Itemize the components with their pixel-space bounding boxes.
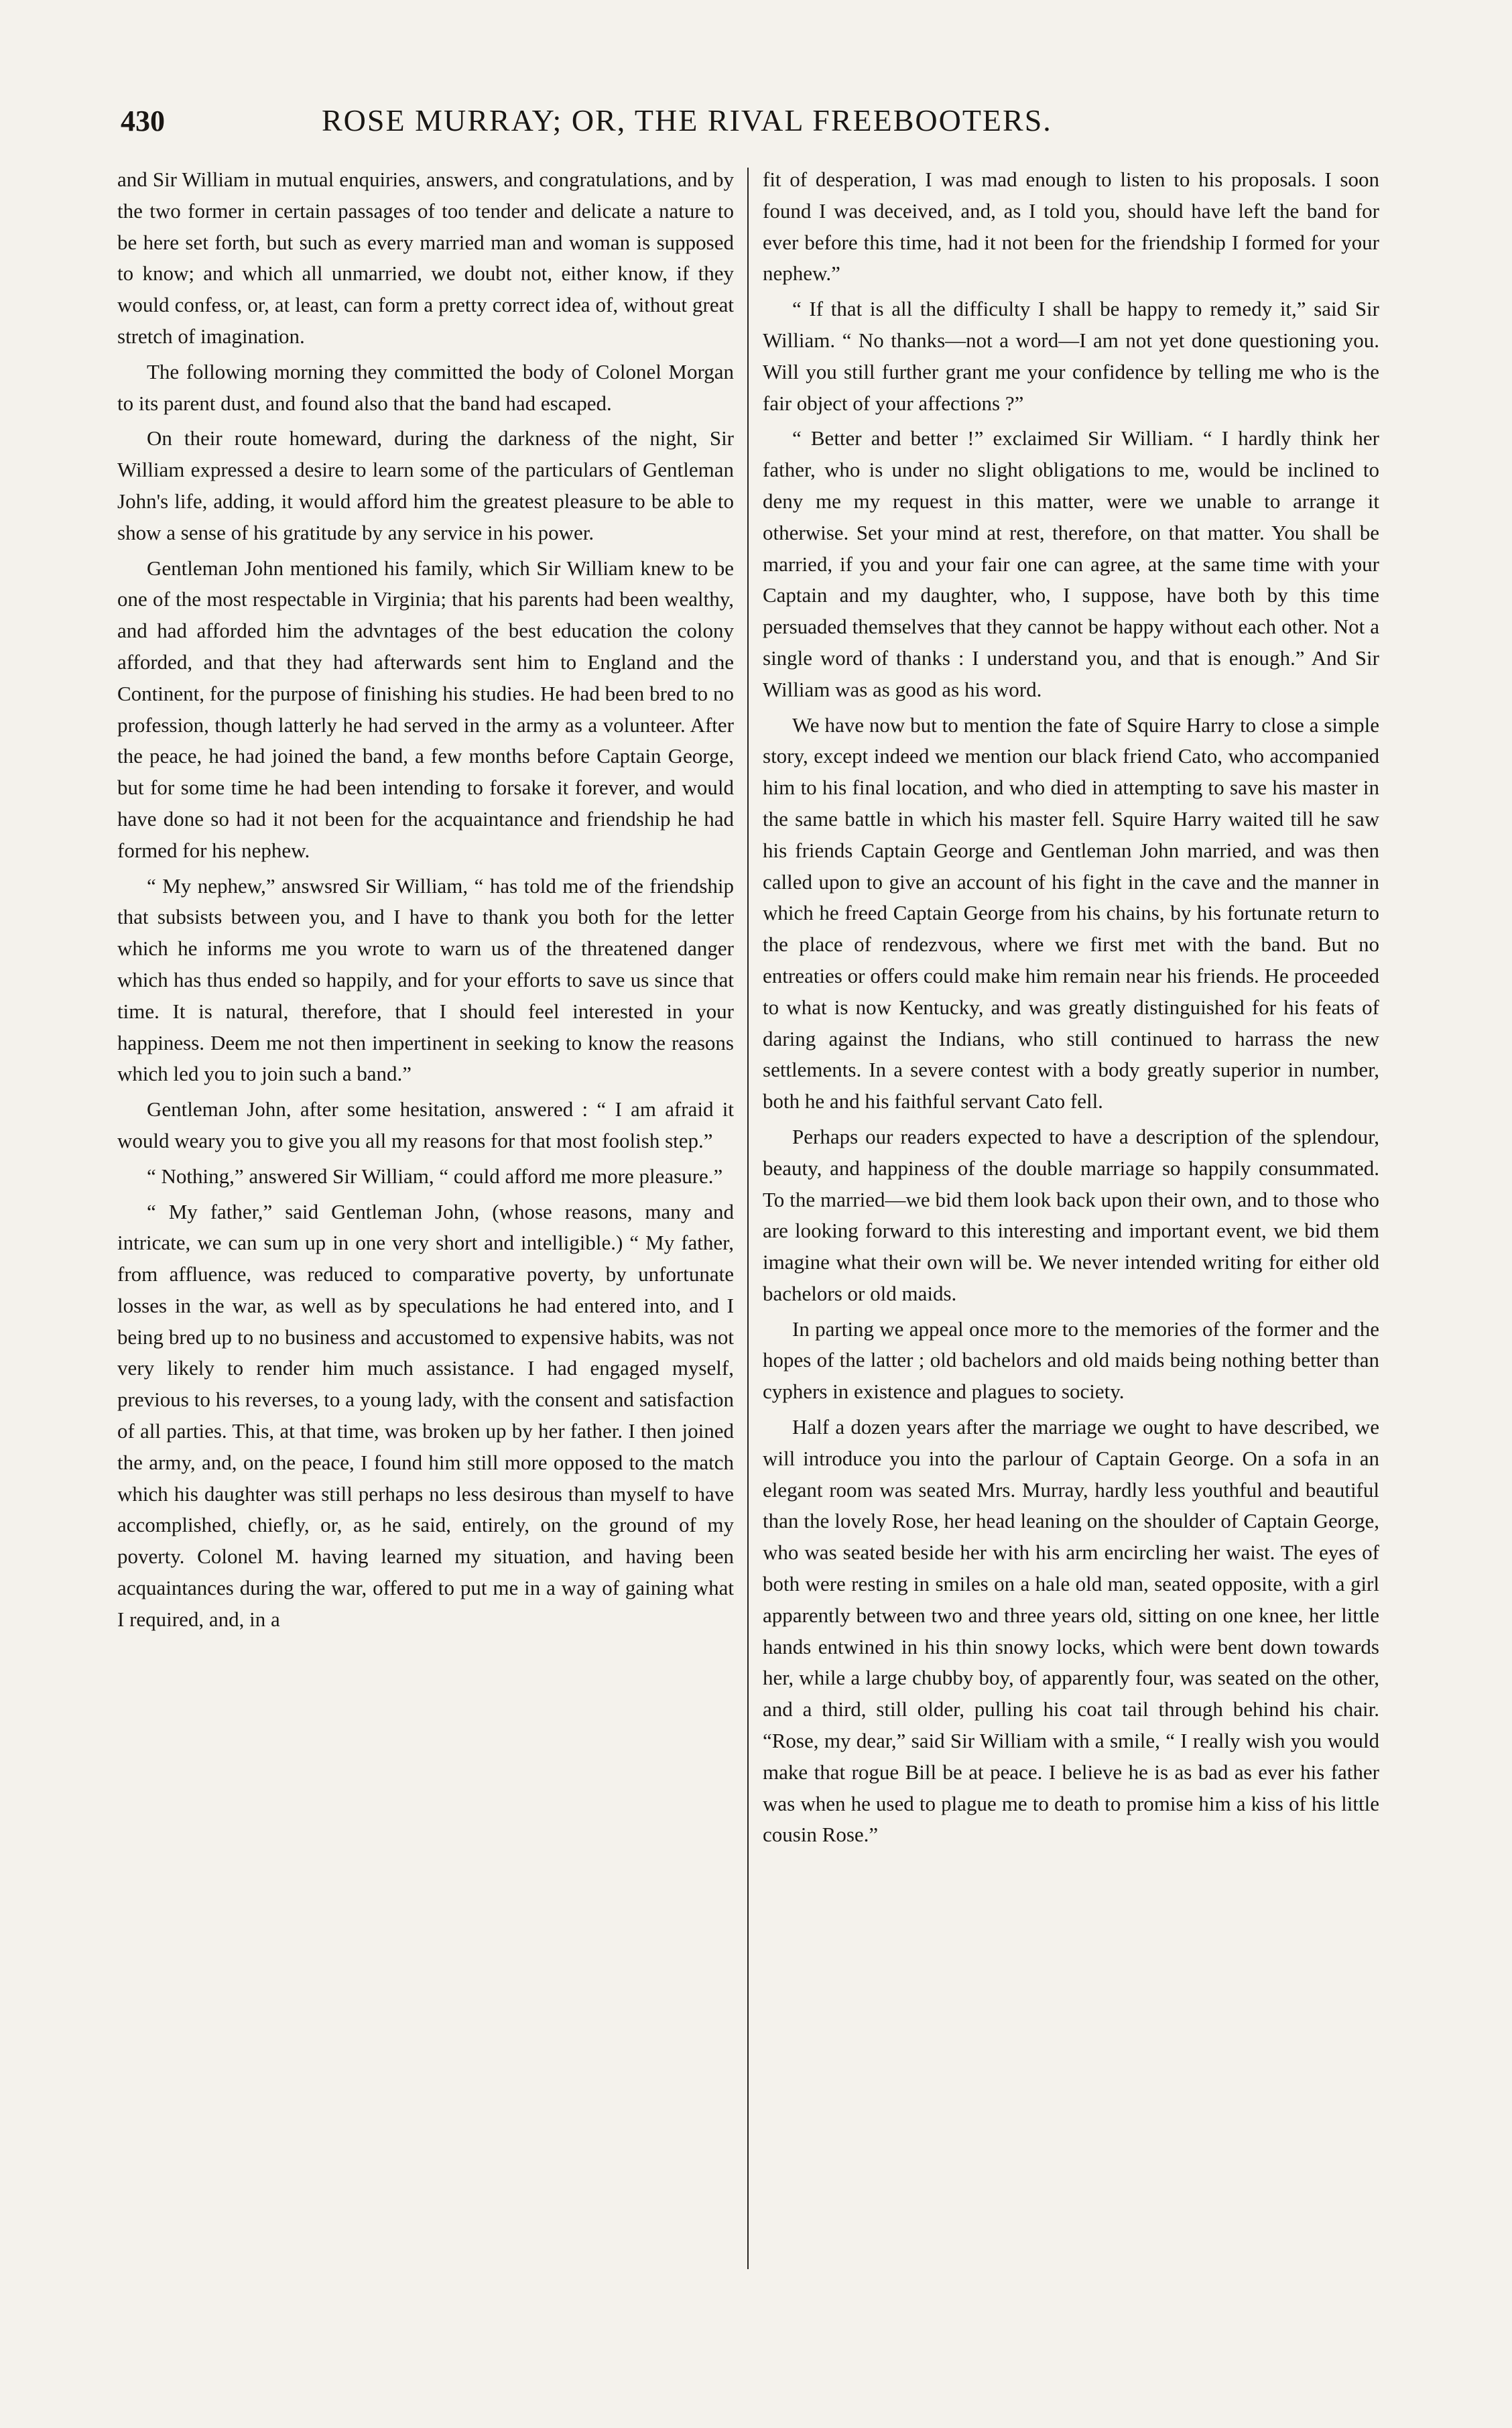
running-title: ROSE MURRAY; OR, THE RIVAL FREEBOOTERS. (322, 103, 1052, 137)
paragraph: “ Better and better !” exclaimed Sir William. “ I hardly think her father, who is under no slight obligations to me, would be inclined to deny me my request in this matter, were we unable to arrange it otherwise. Set your mind at rest, therefore, on that matter. You shall be married, if you and your fair one can agree, at the same time with your Captain and my daughter, who, I suppose, have both by this time persuaded themselves that they cannot be happy without each other. Not a single word of thanks : I understand you, and that is enough.” And Sir William was as good as his word. (763, 426, 1379, 701)
paragraph: We have now but to mention the fate of Squire Harry to close a simple story, except indeed we mention our black friend Cato, who accompanied him to his final location, and who died in attempting to save his master in the same battle in which his master fell. Squire Harry waited till he saw his friends Captain George and Gentleman John married, and was then called upon to give an account of his fight in the cave and the manner in which he freed Captain George from his chains, by his fortunate return to the place of rendezvous, where we first met with the band. But no entreaties or offers could make him remain near his friends. He proceeded to what is now Kentucky, and was greatly distinguished for his feats of daring against the Indians, who still continued to harrass the new settlements. In a severe contest with a body greatly superior in number, both he and his faithful servant Cato fell. (763, 713, 1379, 1113)
paragraph: On their route homeward, during the darkness of the night, Sir William expressed a desire to learn some of the particulars of Gentleman John's life, adding, it would afford him the greatest pleasure to be able to show a sense of his gratitude by any service in his power. (117, 426, 734, 544)
paragraph: “ My father,” said Gentleman John, (whose reasons, many and intricate, we can sum up in one very short and intelligible.) “ My father, from affluence, was reduced to comparative poverty, by unfortunate losses in the war, as well as by speculations he had entered into, and I being bred up to no business and accustomed to expensive habits, was not very likely to render him much assistance. I had engaged myself, previous to his reverses, to a young lady, with the consent and satisfaction of all parties. This, at that time, was broken up by her father. I then joined the army, and, on the peace, I found him still more opposed to the match which his daughter was still perhaps no less desirous than myself to have accomplished, chiefly, or, as he said, entirely, on the ground of my poverty. Colonel M. having learned my situation, and having been acquaintances during the war, offered to put me in a way of gaining what I required, and, in a (117, 1199, 734, 1631)
paragraph: fit of desperation, I was mad enough to listen to his proposals. I soon found I was deceived, and, as I told you, should have left the band for ever before this time, had it not been for the friendship I formed for your nephew.” (763, 168, 1379, 286)
paragraph: Perhaps our readers expected to have a description of the splendour, beauty, and happiness of the double marriage so happily consummated. To the married—we bid them look back upon their own, and to those who are looking forward to this interesting and important event, we bid them imagine what their own will be. We never intended writing for either old bachelors or old maids. (763, 1124, 1379, 1305)
left-column (117, 164, 734, 2269)
right-column (763, 164, 1379, 2269)
paragraph: “ My nephew,” answsred Sir William, “ has told me of the friendship that subsists between you, and I have to thank you both for the letter which he informs me you wrote to warn us of the threatened danger which has thus ended so happily, and for your efforts to save us since that time. It is natural, therefore, that I should feel interested in your happiness. Deem me not then impertinent in seeking to know the reasons which led you to join such a band.” (117, 873, 734, 1086)
page-number: 430 (121, 104, 165, 137)
paragraph: “ Nothing,” answered Sir William, “ could afford me more pleasure.” (147, 1164, 723, 1188)
paragraph: The following morning they committed the body of Colonel Morgan to its parent dust, and found also that the band had escaped. (117, 359, 734, 415)
page-header (121, 97, 1381, 144)
paragraph: Half a dozen years after the marriage we ought to have described, we will introduce you into the parlour of Captain George. On a sofa in an elegant room was seated Mrs. Murray, hardly less youthful and beautiful than the lovely Rose, her head leaning on the shoulder of Captain George, who was seated beside her with his arm encircling her waist. The eyes of both were resting in smiles on a hale old man, seated opposite, with a girl apparently between two and three years old, sitting on one knee, her little hands entwined in his thin snowy locks, which were bent down towards her, while a large chubby boy, of apparently four, was seated on the other, and a third, still older, pulling his coat tail through behind his chair. “Rose, my dear,” said Sir William with a smile, “ I really wish you would make that rogue Bill be at peace. I believe he is as bad as ever his father was when he used to plague me to death to promise him a kiss of his little cousin Rose.” (763, 1415, 1379, 1847)
paragraph: In parting we appeal once more to the memories of the former and the hopes of the latter ; old bachelors and old maids being nothing better than cyphers in existence and plagues to society. (763, 1317, 1379, 1404)
paragraph: and Sir William in mutual enquiries, answers, and congratulations, and by the two former in certain passages of too tender and delicate a nature to be here set forth, but such as every married man and woman is supposed to know; and which all unmarried, we doubt not, either know, if they would confess, or, at least, can form a pretty correct idea of, without great stretch of imagination. (117, 168, 734, 348)
paragraph: Gentleman John, after some hesitation, answered : “ I am afraid it would weary you to give you all my reasons for that most foolish step.” (117, 1097, 734, 1152)
column-divider (747, 168, 749, 2269)
paragraph: “ If that is all the difficulty I shall be happy to remedy it,” said Sir William. “ No thanks—not a word—I am not yet done questioning you. Will you still further grant me your confidence by telling me who is the fair object of your affections ?” (763, 297, 1379, 415)
paragraph: Gentleman John mentioned his family, which Sir William knew to be one of the most respectable in Virginia; that his parents had been wealthy, and had afforded him the advntages of the best education the colony afforded, and that they had afterwards sent him to England and the Continent, for the purpose of finishing his studies. He had been bred to no profession, though latterly he had served in the army as a volunteer. After the peace, he had joined the band, a few months before Captain George, but for some time he had been intending to forsake it forever, and would have done so had it not been for the acquaintance and friendship he had formed for his nephew. (117, 556, 734, 862)
